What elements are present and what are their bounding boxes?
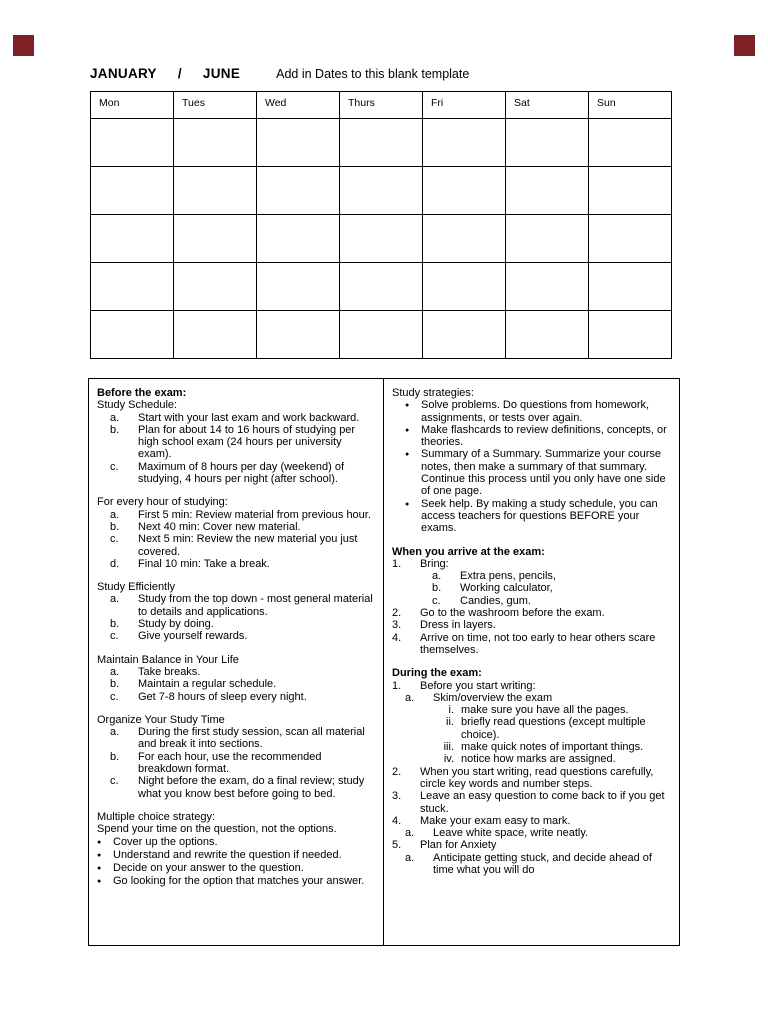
list-item-text: Make flashcards to review definitions, concepts, or theories.: [421, 423, 667, 449]
calendar-day-header: Mon: [91, 92, 174, 119]
list-item-text: Next 5 min: Review the new material you just covered.: [138, 533, 358, 558]
list-item: [392, 582, 670, 594]
list-marker: iii.: [443, 741, 454, 754]
list-item: [97, 424, 374, 461]
list-item: [392, 448, 670, 497]
calendar-cell: [257, 119, 340, 167]
list-marker: 4.: [392, 814, 402, 827]
calendar-cell: [423, 215, 506, 263]
list-marker: a.: [405, 691, 415, 704]
section-text: Maintain Balance in Your Life: [97, 653, 239, 666]
bullet-icon: ●: [97, 878, 102, 886]
list-item: [97, 521, 374, 533]
calendar-cell: [506, 167, 589, 215]
list-item: [392, 399, 670, 424]
section-text: For every hour of studying:: [97, 496, 228, 509]
calendar-cell: [174, 215, 257, 263]
calendar-day-header: Wed: [257, 92, 340, 119]
calendar-cell: [589, 311, 672, 359]
list-item: [392, 680, 670, 692]
list-item: [97, 412, 374, 424]
list-item-text: Night before the exam, do a final review; study what you know best before going to bed.: [138, 775, 365, 800]
calendar-cell: [423, 119, 506, 167]
list-marker: b.: [110, 618, 120, 631]
list-item-text: briefly read questions (except multiple choice).: [461, 716, 646, 741]
section-heading: Before the exam:: [97, 387, 187, 399]
list-item-text: make quick notes of important things.: [461, 741, 644, 754]
list-marker: ii.: [446, 716, 454, 729]
calendar-row: [91, 119, 672, 167]
page-subtitle: Add in Dates to this blank template: [276, 67, 470, 81]
bullet-icon: ●: [405, 402, 410, 410]
list-item-text: During the first study session, scan all material and break it into sections.: [138, 726, 365, 751]
bullet-icon: ●: [405, 500, 410, 508]
list-item: [97, 875, 374, 888]
calendar-cell: [589, 119, 672, 167]
list-marker: b.: [110, 423, 120, 436]
month-right-label: JUNE: [202, 66, 241, 81]
list-marker: a.: [110, 726, 120, 739]
list-item: [392, 827, 670, 839]
list-item-text: When you start writing, read questions carefully, circle key words and number steps.: [420, 765, 654, 790]
calendar-cell: [340, 311, 423, 359]
list-marker: 2.: [392, 765, 402, 778]
list-marker: a.: [405, 851, 415, 864]
list-item-text: Bring:: [420, 557, 449, 570]
list-item: [97, 691, 374, 703]
calendar-row: [91, 215, 672, 263]
bullet-icon: ●: [97, 865, 102, 873]
calendar-header-row: [91, 92, 672, 119]
list-item-text: Extra pens, pencils,: [460, 570, 556, 583]
list-item-text: Working calculator,: [460, 582, 553, 595]
list-item-text: Solve problems. Do questions from homework, assignments, or tests over again.: [421, 399, 650, 424]
calendar-cell: [340, 119, 423, 167]
list-item-text: Make your exam easy to mark.: [420, 814, 571, 827]
list-item-text: Before you start writing:: [420, 679, 536, 692]
list-item: [97, 666, 374, 678]
list-marker: 1.: [392, 557, 402, 570]
page-header: [90, 66, 469, 81]
section-text: Study strategies:: [392, 387, 474, 399]
list-marker: 1.: [392, 679, 402, 692]
calendar-cell: [506, 311, 589, 359]
list-item: [392, 741, 670, 753]
list-item: [97, 533, 374, 558]
list-item: [97, 461, 374, 486]
bullet-icon: ●: [405, 426, 410, 434]
section-heading: During the exam:: [392, 667, 482, 680]
calendar-cell: [506, 263, 589, 311]
list-marker: c.: [110, 533, 119, 546]
tips-right-column: [384, 379, 679, 945]
spacer: [97, 485, 374, 496]
calendar-body: [91, 119, 672, 359]
list-item: [392, 570, 670, 582]
list-item-text: Understand and rewrite the question if needed.: [113, 848, 342, 861]
list-marker: d.: [110, 557, 120, 570]
list-item: [392, 704, 670, 716]
list-item-text: Plan for Anxiety: [420, 839, 497, 852]
list-item: [97, 849, 374, 862]
month-left-label: JANUARY: [90, 66, 157, 81]
calendar-cell: [174, 311, 257, 359]
list-item-text: Next 40 min: Cover new material.: [138, 520, 301, 533]
calendar-cell: [423, 263, 506, 311]
list-item: [392, 424, 670, 449]
list-item-text: Skim/overview the exam: [433, 691, 553, 704]
list-item-text: Go looking for the option that matches your answer.: [113, 875, 365, 888]
spacer: [97, 703, 374, 714]
tips-box: [88, 378, 680, 946]
list-marker: a.: [405, 827, 415, 840]
list-item: [392, 839, 670, 851]
list-marker: c.: [432, 594, 441, 607]
calendar-cell: [589, 167, 672, 215]
list-item-text: Seek help. By making a study schedule, you can access teachers for questions BEFORE your exams.: [421, 497, 658, 535]
calendar-cell: [423, 311, 506, 359]
spacer: [392, 656, 670, 667]
list-marker: a.: [110, 411, 120, 424]
list-item-text: Get 7-8 hours of sleep every night.: [138, 690, 307, 703]
calendar-cell: [340, 167, 423, 215]
list-item-text: For each hour, use the recommended breakdown format.: [138, 750, 322, 776]
calendar-cell: [91, 215, 174, 263]
list-marker: b.: [110, 678, 120, 691]
list-item-text: Summary of a Summary. Summarize your course notes, then make a summary of that summary. Continue this process until you only have one side of one page.: [421, 448, 666, 498]
list-item: [392, 852, 670, 877]
tips-left-column: [89, 379, 384, 945]
list-item-text: Arrive on time, not too early to hear others scare themselves.: [420, 631, 656, 656]
list-marker: i.: [448, 704, 454, 717]
list-marker: 2.: [392, 607, 402, 620]
calendar-cell: [589, 215, 672, 263]
list-item-text: Study by doing.: [138, 618, 214, 631]
calendar-day-header: Thurs: [340, 92, 423, 119]
section-text: Multiple choice strategy:: [97, 810, 215, 823]
list-item-text: Plan for about 14 to 16 hours of studying per high school exam (24 hours per university exam).: [138, 423, 356, 461]
section-text: Study Schedule:: [97, 399, 178, 412]
list-item: [392, 619, 670, 631]
list-marker: 4.: [392, 631, 402, 644]
list-item-text: Go to the washroom before the exam.: [420, 607, 605, 620]
list-item: [97, 593, 374, 618]
calendar-cell: [340, 263, 423, 311]
calendar-cell: [257, 215, 340, 263]
calendar-row: [91, 311, 672, 359]
list-marker: 3.: [392, 619, 402, 632]
list-marker: b.: [110, 520, 120, 533]
list-item: [392, 632, 670, 657]
bullet-icon: ●: [97, 838, 102, 846]
calendar-table: [90, 91, 672, 359]
corner-mark-right: [734, 35, 755, 56]
list-item: [97, 775, 374, 800]
list-marker: 3.: [392, 790, 402, 803]
list-marker: 5.: [392, 839, 402, 852]
spacer: [97, 643, 374, 654]
calendar-header: [91, 92, 672, 119]
list-item: [97, 630, 374, 642]
calendar-day-header: Fri: [423, 92, 506, 119]
list-item: [97, 836, 374, 849]
list-item-text: Decide on your answer to the question.: [113, 862, 304, 875]
list-marker: b.: [432, 582, 442, 595]
list-marker: c.: [110, 775, 119, 788]
calendar-cell: [589, 263, 672, 311]
list-item: [97, 862, 374, 875]
section-text: Organize Your Study Time: [97, 713, 225, 726]
bullet-icon: ●: [405, 451, 410, 459]
calendar-cell: [340, 215, 423, 263]
list-item: [97, 558, 374, 570]
list-marker: c.: [110, 460, 119, 473]
list-item-text: Maximum of 8 hours per day (weekend) of studying, 4 hours per night (after school).: [138, 460, 345, 486]
list-item: [392, 558, 670, 570]
list-item-text: Cover up the options.: [113, 835, 218, 848]
calendar-cell: [91, 119, 174, 167]
list-item-text: Give yourself rewards.: [138, 630, 248, 643]
list-marker: iv.: [443, 753, 454, 766]
list-item: [392, 790, 670, 815]
list-marker: c.: [110, 690, 119, 703]
list-item-text: Anticipate getting stuck, and decide ahead of time what you will do: [433, 851, 652, 876]
list-item-text: Candies, gum.: [460, 594, 531, 607]
list-item: [392, 815, 670, 827]
list-item-text: Leave white space, write neatly.: [433, 827, 589, 840]
month-separator: /: [177, 66, 182, 81]
list-item-text: make sure you have all the pages.: [461, 704, 629, 717]
list-item: [392, 607, 670, 619]
list-item: [392, 753, 670, 765]
list-item-text: Take breaks.: [138, 665, 201, 678]
calendar-row: [91, 167, 672, 215]
list-item-text: First 5 min: Review material from previous hour.: [138, 508, 371, 521]
calendar-day-header: Sat: [506, 92, 589, 119]
corner-mark-left: [13, 35, 34, 56]
list-item: [392, 716, 670, 741]
calendar-cell: [506, 119, 589, 167]
calendar-cell: [257, 263, 340, 311]
list-marker: a.: [110, 508, 120, 521]
calendar-cell: [174, 263, 257, 311]
calendar-day-header: Sun: [589, 92, 672, 119]
list-item: [97, 726, 374, 751]
section-text: Spend your time on the question, not the options.: [97, 823, 337, 836]
list-marker: a.: [110, 665, 120, 678]
list-item: [392, 498, 670, 535]
list-item-text: notice how marks are assigned.: [461, 753, 616, 766]
list-item: [97, 618, 374, 630]
spacer: [97, 800, 374, 811]
bullet-icon: ●: [97, 851, 102, 859]
list-item: [97, 509, 374, 521]
calendar-day-header: Tues: [174, 92, 257, 119]
section-heading: When you arrive at the exam:: [392, 545, 545, 558]
list-item: [392, 766, 670, 791]
spacer: [392, 535, 670, 546]
list-item-text: Leave an easy question to come back to if you get stuck.: [420, 790, 665, 815]
list-item-text: Dress in layers.: [420, 619, 496, 632]
spacer: [97, 570, 374, 581]
calendar-cell: [91, 263, 174, 311]
calendar-row: [91, 263, 672, 311]
list-item-text: Final 10 min: Take a break.: [138, 557, 270, 570]
calendar-cell: [423, 167, 506, 215]
list-item-text: Start with your last exam and work backward.: [138, 411, 360, 424]
list-marker: a.: [432, 570, 442, 583]
list-marker: a.: [110, 593, 120, 606]
calendar-cell: [91, 167, 174, 215]
list-item: [392, 595, 670, 607]
list-marker: b.: [110, 750, 120, 763]
calendar-cell: [257, 167, 340, 215]
calendar-cell: [506, 215, 589, 263]
calendar-cell: [174, 119, 257, 167]
list-marker: c.: [110, 630, 119, 643]
calendar-cell: [174, 167, 257, 215]
page-title: [90, 66, 240, 81]
calendar-cell: [257, 311, 340, 359]
list-item: [392, 692, 670, 704]
list-item: [97, 751, 374, 776]
list-item-text: Study from the top down - most general material to details and applications.: [138, 593, 373, 618]
calendar-cell: [91, 311, 174, 359]
list-item-text: Maintain a regular schedule.: [138, 678, 277, 691]
list-item: [97, 678, 374, 690]
section-text: Study Efficiently: [97, 581, 176, 594]
